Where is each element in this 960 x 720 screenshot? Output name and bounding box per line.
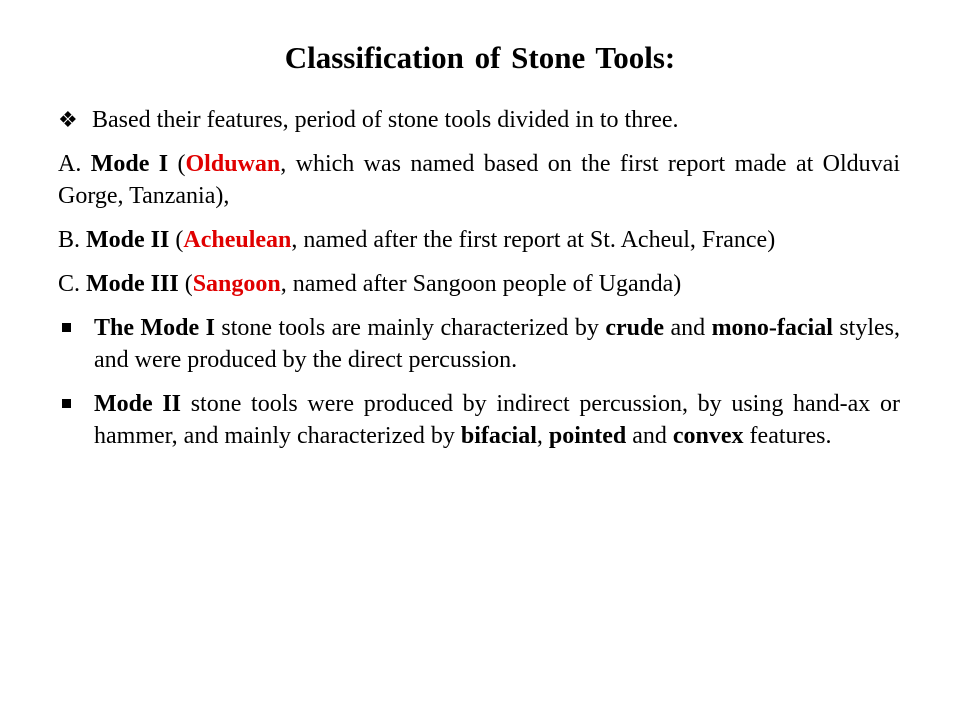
mode-item-c: C. Mode III (Sangoon, named after Sangoon people of Uganda) [58, 271, 682, 297]
mode-label: Mode III [86, 271, 179, 297]
square-bullet-icon [62, 399, 71, 408]
mode-label: Mode II [86, 227, 170, 253]
mode-item-b: B. Mode II (Acheulean, named after the first report at St. Acheul, France) [58, 227, 776, 253]
mode-name-sangoon: Sangoon [192, 271, 281, 297]
intro-text: Based their features, period of stone tools divided in to three. [92, 107, 679, 133]
mode-label: Mode I [90, 151, 169, 177]
bullet-mode-i: The Mode I stone tools are mainly characterized by crude and mono-facial styles, and were produced by the direct percussion. [58, 312, 900, 376]
intro-line [58, 104, 900, 136]
diamond-bullet-icon: ❖ [58, 107, 78, 132]
square-bullet-icon [62, 323, 71, 332]
bullet-mode-ii: Mode II stone tools were produced by indirect percussion, by using hand-ax or hammer, and mainly characterized by bifacial, pointed and convex features. [58, 388, 900, 452]
slide-content [58, 104, 900, 464]
mode-name-olduwan: Olduwan [185, 151, 281, 177]
mode-item-a: A. Mode I (Olduwan, which was named based on the first report made at Olduvai Gorge, Tanzania), [58, 151, 900, 209]
slide-title: Classification of Stone Tools: [284, 40, 676, 75]
mode-name-acheulean: Acheulean [183, 227, 292, 253]
